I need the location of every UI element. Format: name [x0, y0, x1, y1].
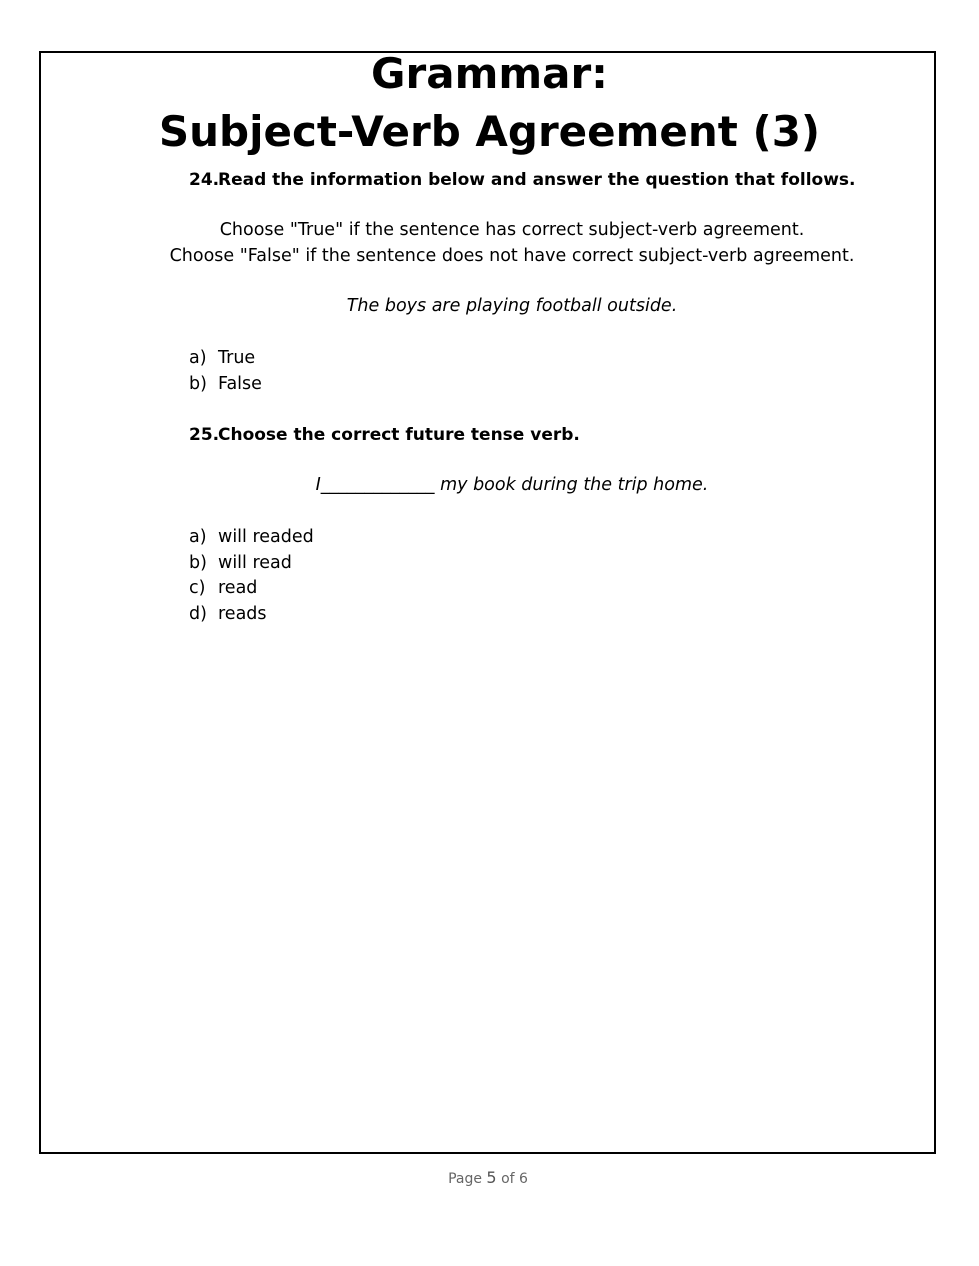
question-24-instruction-false: Choose "False" if the sentence does not have correct subject-verb agreement.: [169, 246, 855, 266]
question-25-text: Choose the correct future tense verb.: [218, 425, 580, 445]
option-letter: c): [189, 578, 206, 598]
option-letter: a): [189, 348, 207, 368]
of-label: of: [501, 1171, 515, 1187]
page-title-line1: Grammar:: [371, 49, 608, 98]
sentence-start: I: [315, 475, 321, 495]
question-25-option-b[interactable]: [189, 555, 292, 573]
question-24-number: 24.: [189, 170, 220, 190]
page-border: [39, 51, 936, 1154]
question-24-instruction-true: Choose "True" if the sentence has correct subject-verb agreement.: [219, 220, 805, 240]
answer-blank: _____________: [320, 475, 435, 495]
option-text: will readed: [218, 527, 314, 547]
question-24-text: Read the information below and answer the question that follows.: [218, 170, 856, 190]
question-24-heading: [189, 172, 856, 189]
question-25-number: 25.: [189, 425, 220, 445]
option-text: will read: [218, 553, 292, 573]
page-title-line2: Subject-Verb Agreement (3): [158, 107, 821, 156]
question-25-sentence: [0, 477, 979, 495]
option-text: False: [218, 374, 262, 394]
option-text: reads: [218, 604, 267, 624]
sentence-end: my book during the trip home.: [434, 475, 709, 495]
page-label: Page: [448, 1171, 482, 1187]
current-page: 5: [486, 1168, 497, 1187]
question-24-option-b[interactable]: [189, 376, 262, 394]
question-25-option-d[interactable]: [189, 606, 267, 624]
option-text: read: [218, 578, 258, 598]
option-letter: b): [189, 553, 207, 573]
option-letter: b): [189, 374, 207, 394]
question-24-sentence: The boys are playing football outside.: [346, 296, 678, 316]
option-letter: a): [189, 527, 207, 547]
question-24-option-a[interactable]: [189, 350, 255, 368]
option-text: True: [218, 348, 256, 368]
option-letter: d): [189, 604, 207, 624]
question-25-heading: [189, 427, 580, 444]
question-25-option-a[interactable]: [189, 529, 314, 547]
page-number-footer: [0, 1170, 976, 1186]
total-pages: 6: [519, 1171, 528, 1187]
question-25-option-c[interactable]: [189, 580, 257, 598]
